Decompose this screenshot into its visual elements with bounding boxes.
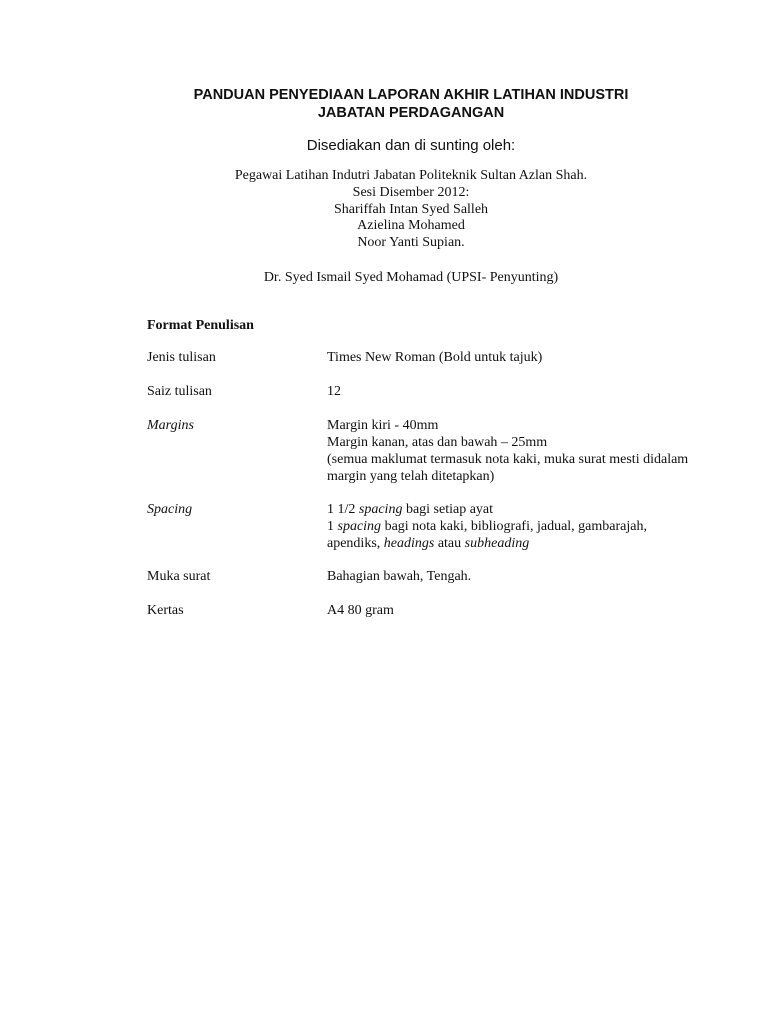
format-heading: Format Penulisan xyxy=(147,318,254,333)
title-line-1: PANDUAN PENYEDIAAN LAPORAN AKHIR LATIHAN INDUSTRI xyxy=(193,87,629,103)
paper-label: Kertas xyxy=(147,603,184,618)
font-size-label: Saiz tulisan xyxy=(147,384,212,399)
spacing-line-2 xyxy=(327,519,747,536)
author-line-1: Pegawai Latihan Indutri Jabatan Politeknik Sultan Azlan Shah. xyxy=(234,168,588,183)
prepared-by-label: Disediakan dan di sunting oleh: xyxy=(306,137,516,154)
author-line-5: Noor Yanti Supian. xyxy=(357,235,465,251)
spacing-line-3-italic-subheading: subheading xyxy=(464,535,530,551)
spacing-line-2-italic: spacing xyxy=(337,518,382,534)
margins-line-3: (semua maklumat termasuk nota kaki, muka surat mesti didalam xyxy=(327,451,689,467)
spacing-line-1 xyxy=(327,502,747,519)
editor-line: Dr. Syed Ismail Syed Mohamad (UPSI- Penyunting) xyxy=(263,270,559,285)
spacing-value xyxy=(327,502,747,553)
margins-line-2: Margin kanan, atas dan bawah – 25mm xyxy=(327,434,548,450)
spacing-line-1-prefix: 1 1/2 xyxy=(327,502,359,517)
font-type-label: Jenis tulisan xyxy=(147,350,216,365)
author-line-4: Azielina Mohamed xyxy=(357,218,465,234)
spacing-line-3-middle: atau xyxy=(434,535,465,551)
spacing-line-2-prefix: 1 xyxy=(327,518,338,534)
author-line-2: Sesi Disember 2012: xyxy=(352,184,470,200)
margins-value xyxy=(327,418,747,486)
paper-value: A4 80 gram xyxy=(327,603,394,618)
document-title xyxy=(0,86,768,122)
title-line-2: JABATAN PERDAGANGAN xyxy=(317,105,505,121)
page-number-value: Bahagian bawah, Tengah. xyxy=(327,569,472,584)
margins-line-4: margin yang telah ditetapkan) xyxy=(327,468,495,484)
spacing-line-3-italic-headings: headings xyxy=(383,535,435,551)
margins-label: Margins xyxy=(147,418,194,433)
spacing-label: Spacing xyxy=(147,502,193,517)
page-number-label: Muka surat xyxy=(147,569,211,584)
spacing-line-2-suffix: bagi nota kaki, bibliografi, jadual, gambarajah, xyxy=(381,518,647,534)
author-line-3: Shariffah Intan Syed Salleh xyxy=(333,201,489,217)
spacing-line-3 xyxy=(327,536,747,553)
font-type-value: Times New Roman (Bold untuk tajuk) xyxy=(327,350,543,365)
spacing-line-1-suffix: bagi setiap ayat xyxy=(402,502,494,517)
font-size-value: 12 xyxy=(327,384,341,399)
authors-block xyxy=(0,168,768,252)
spacing-line-3-prefix: apendiks, xyxy=(327,535,384,551)
margins-line-1: Margin kiri - 40mm xyxy=(327,418,439,433)
spacing-line-1-italic: spacing xyxy=(358,502,403,517)
